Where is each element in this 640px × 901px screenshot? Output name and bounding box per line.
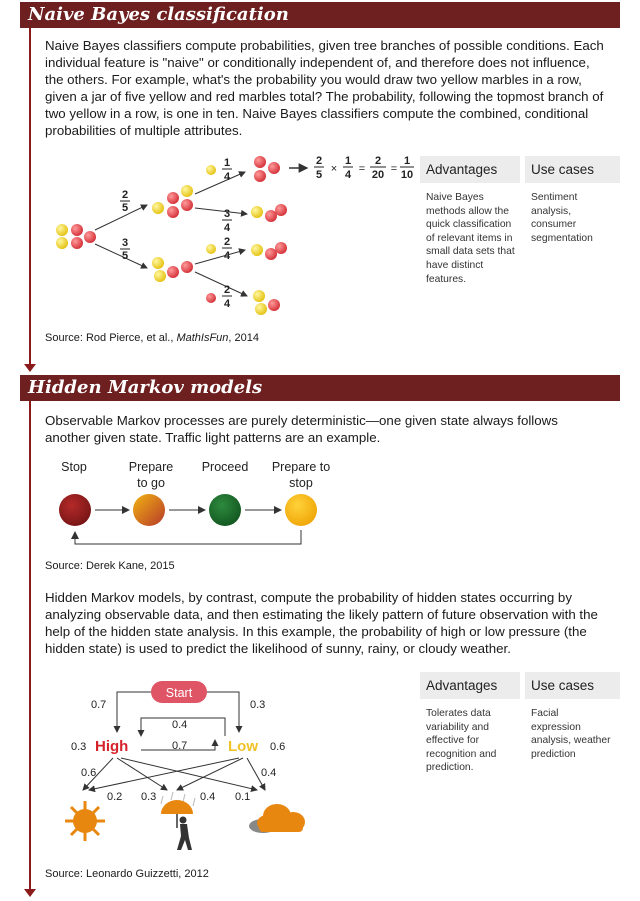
root-marbles <box>56 224 96 249</box>
state-label-prepare-go: Prepare to go <box>128 460 174 490</box>
state-label-prepare-stop: Prepare to stop <box>271 460 331 490</box>
leaf-marbles-1 <box>254 156 280 182</box>
leaf1-den: 4 <box>223 171 231 183</box>
leaf2-num: 3 <box>223 208 231 220</box>
svg-text:0.3: 0.3 <box>71 741 87 753</box>
svg-text:1: 1 <box>344 155 352 167</box>
timeline-arrow-bottom <box>24 889 36 897</box>
svg-text:0.6: 0.6 <box>81 767 97 779</box>
leaf4-num: 2 <box>223 284 231 296</box>
svg-text:0.7: 0.7 <box>91 699 107 711</box>
source-italic: MathIsFun <box>176 332 229 344</box>
probability-equation <box>314 155 414 181</box>
probability-tree <box>45 150 415 320</box>
section-title: Hidden Markov models <box>28 377 263 398</box>
svg-text:=: = <box>390 163 398 175</box>
probability-tree-svg <box>45 150 415 320</box>
naive-bayes-description: Naive Bayes classifiers compute probabilities, given tree branches of possible conditions. Each individual feature is "naive" or conditionally independent of, and therefore does not influence, the others. For example, what's the probability you would draw two yellow marbles in a row, given a jar of five yellow and red marbles total? The probability, following the topmost branch of two yellow in a row, is one in ten. Naive Bayes classifiers compute the combined, conditional probabilities of multiple attributes. <box>45 38 604 138</box>
svg-text:0.4: 0.4 <box>200 791 216 803</box>
svg-text:1: 1 <box>403 155 411 167</box>
hmm-usecases-label: Use cases <box>525 672 620 699</box>
leaf1-num: 1 <box>223 157 231 169</box>
umbrella-person-icon <box>161 792 195 850</box>
sun-icon <box>65 801 105 841</box>
svg-text:0.1: 0.1 <box>235 791 251 803</box>
svg-text:20: 20 <box>371 169 385 181</box>
hmm-svg <box>45 676 365 866</box>
leaf-marbles-3 <box>251 242 287 260</box>
timeline-line-top <box>29 26 31 366</box>
hmm-advantages-text: Tolerates data variability and effective for recognition and prediction. <box>426 708 497 774</box>
prepare-stop-light <box>285 494 317 526</box>
stop-light <box>59 494 91 526</box>
proceed-light <box>209 494 241 526</box>
svg-text:0.3: 0.3 <box>250 699 266 711</box>
cycle-return-arrow <box>75 530 301 544</box>
leaf-marbles-4 <box>253 290 280 315</box>
hmm-advantages-label: Advantages <box>420 672 520 699</box>
section-banner-naive-bayes <box>20 2 620 28</box>
branch2-num: 3 <box>121 237 129 249</box>
naive-bayes-usecases-text: Sentiment analysis, consumer segmentation <box>531 192 593 244</box>
source-suffix: , 2014 <box>228 332 260 344</box>
naive-bayes-source <box>45 332 259 344</box>
naive-bayes-usecases-label: Use cases <box>525 156 620 183</box>
timeline-line-bottom <box>29 400 31 890</box>
svg-text:0.2: 0.2 <box>107 791 123 803</box>
middle-node-lower <box>152 257 193 282</box>
svg-text:4: 4 <box>344 169 352 181</box>
state-label-proceed: Proceed <box>201 460 249 474</box>
svg-text:0.4: 0.4 <box>261 767 277 779</box>
high-state: High <box>95 738 129 755</box>
traffic-light-svg <box>45 488 345 550</box>
svg-text:0.4: 0.4 <box>172 719 188 731</box>
svg-text:=: = <box>358 163 366 175</box>
hmm-usecases-text: Facial expression analysis, weather prediction <box>531 708 611 760</box>
leaf3-den: 4 <box>223 250 231 262</box>
traffic-light-cycle <box>45 488 345 550</box>
prepare-go-light <box>133 494 165 526</box>
branch2-den: 5 <box>121 250 129 262</box>
markov-description: Observable Markov processes are purely deterministic—one given state always follows another given state. Traffic light patterns are an example. <box>45 413 558 445</box>
svg-text:0.6: 0.6 <box>270 741 286 753</box>
svg-text:10: 10 <box>400 169 414 181</box>
state-label-stop: Stop <box>61 460 87 474</box>
timeline-arrow-top <box>24 364 36 372</box>
leaf-marbles-2 <box>251 204 287 222</box>
svg-text:×: × <box>330 163 338 175</box>
leaf2-den: 4 <box>223 222 231 234</box>
middle-node-upper <box>152 185 193 218</box>
svg-text:2: 2 <box>315 155 323 167</box>
hidden-markov-diagram <box>45 676 365 866</box>
cloud-icon <box>249 804 305 833</box>
branch1-den: 5 <box>121 202 129 214</box>
svg-text:Start: Start <box>165 686 193 700</box>
markov-source: Source: Derek Kane, 2015 <box>45 560 175 572</box>
svg-text:5: 5 <box>315 169 323 181</box>
svg-text:2: 2 <box>374 155 382 167</box>
leaf3-num: 2 <box>223 236 231 248</box>
hmm-description: Hidden Markov models, by contrast, compute the probability of hidden states occurring by analyzing observable data, and then estimating the likely pattern of future observation with the help of the hidden state analysis. In this example, the probability of high or low pressure (the hidden state) is used to predict the likelihood of sunny, rainy, or cloudy weather. <box>45 590 598 656</box>
source-prefix: Source: Rod Pierce, et al., <box>45 332 177 344</box>
section-title: Naive Bayes classification <box>28 4 289 25</box>
naive-bayes-advantages-text: Naive Bayes methods allow the quick classification of relevant items in small data sets that have distinct features. <box>426 192 515 285</box>
hmm-source: Source: Leonardo Guizzetti, 2012 <box>45 868 209 880</box>
svg-text:0.3: 0.3 <box>141 791 157 803</box>
svg-text:0.7: 0.7 <box>172 740 188 752</box>
naive-bayes-advantages-label: Advantages <box>420 156 520 183</box>
branch1-num: 2 <box>121 189 129 201</box>
section-banner-hidden-markov <box>20 375 620 401</box>
low-state: Low <box>228 738 258 755</box>
leaf4-den: 4 <box>223 298 231 310</box>
